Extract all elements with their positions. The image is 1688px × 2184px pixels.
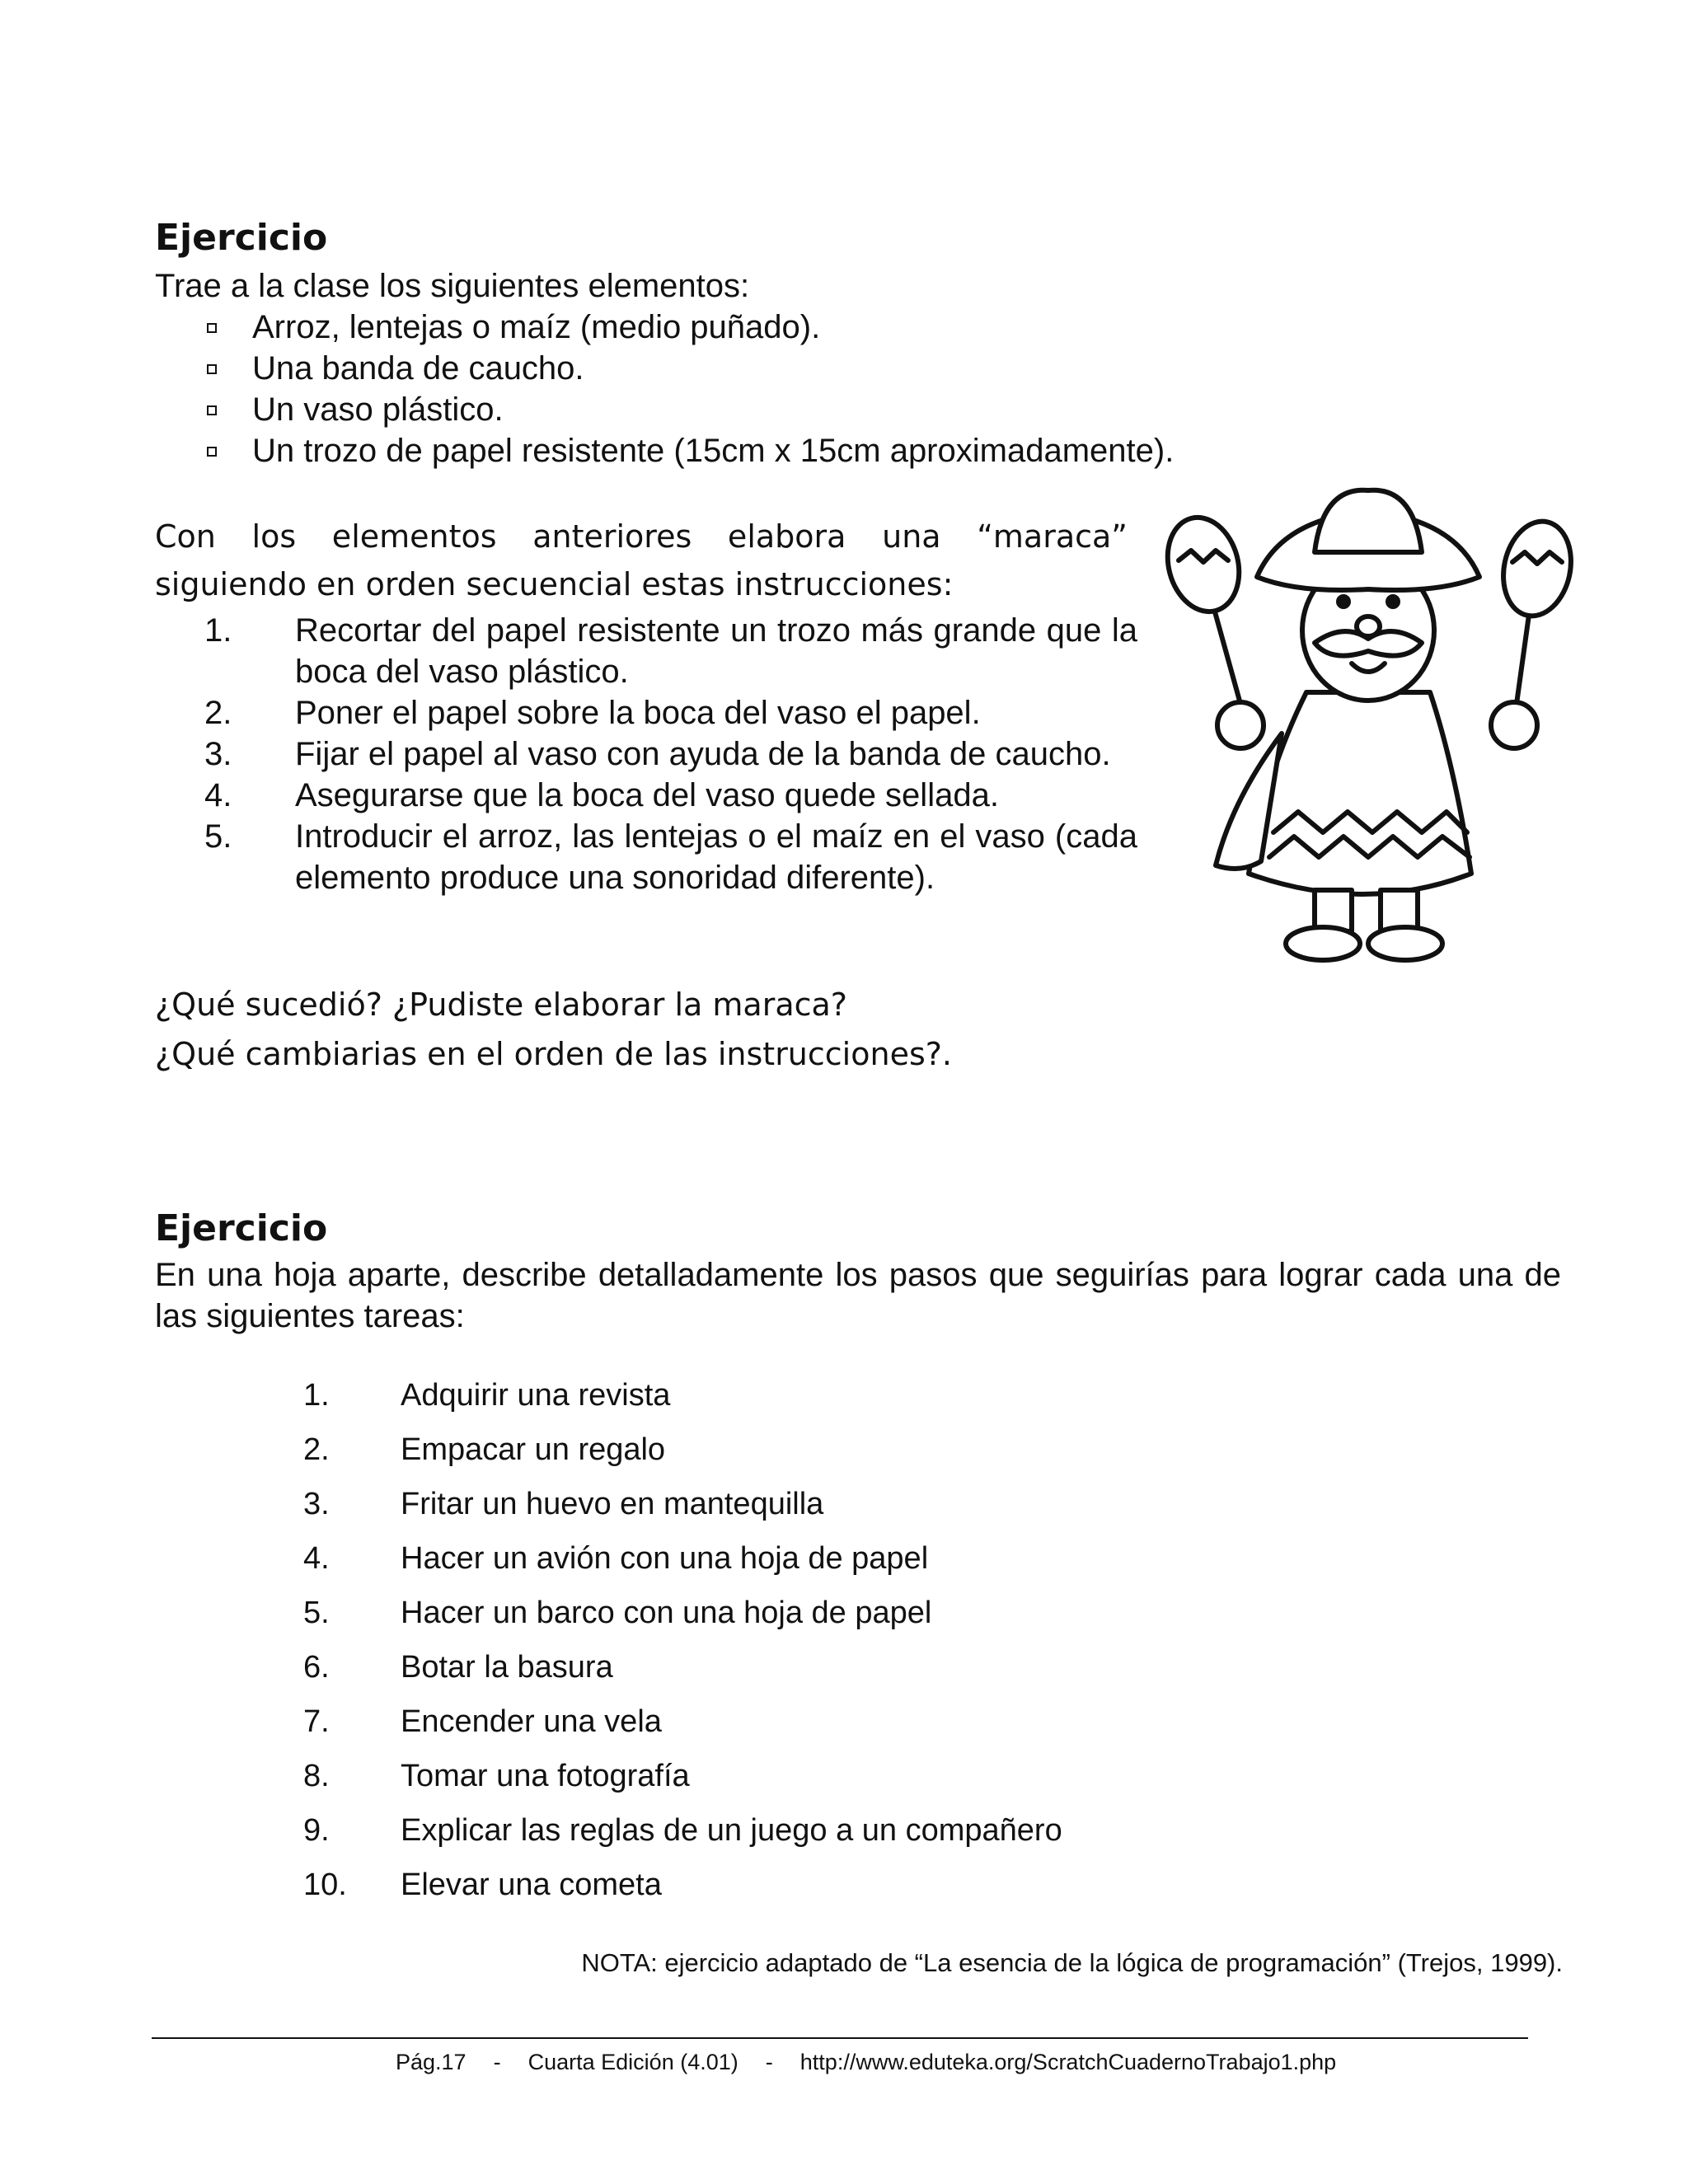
list-item: 6. Botar la basura bbox=[303, 1650, 613, 1685]
list-item: 7. Encender una vela bbox=[303, 1704, 662, 1739]
page-number: Pág.17 bbox=[396, 2050, 467, 2074]
list-item: Un trozo de papel resistente (15cm x 15cm aproximadamente). bbox=[155, 430, 1309, 471]
mariachi-maracas-icon bbox=[1158, 486, 1578, 964]
checkbox-bullet-icon bbox=[207, 323, 217, 333]
edition: Cuarta Edición (4.01) bbox=[528, 2050, 738, 2074]
list-item: 9. Explicar las reglas de un juego a un compañero bbox=[303, 1813, 1062, 1848]
footer-url-link[interactable]: http://www.eduteka.org/ScratchCuadernoTrabajo1.php bbox=[799, 2050, 1337, 2074]
instructions-paragraph-line2: siguiendo en orden secuencial estas instrucciones: bbox=[155, 566, 954, 602]
question-2: ¿Qué cambiarias en el orden de las instrucciones?. bbox=[155, 1036, 952, 1072]
list-item: 2. Poner el papel sobre la boca del vaso el papel. bbox=[204, 695, 981, 731]
list-item: 2. Empacar un regalo bbox=[303, 1432, 666, 1467]
list-item: Un vaso plástico. bbox=[155, 389, 1309, 430]
list-item: 10. Elevar una cometa bbox=[303, 1868, 662, 1902]
instructions-paragraph-line1: Con los elementos anteriores elabora una “maraca” bbox=[155, 518, 1128, 555]
page-footer: Pág.17 - Cuarta Edición (4.01) - http://www.eduteka.org/ScratchCuadernoTrabajo1.php bbox=[396, 2050, 1337, 2074]
list-item: Una banda de caucho. bbox=[155, 348, 1309, 389]
list-item: 5. Hacer un barco con una hoja de papel bbox=[303, 1596, 932, 1630]
footer-divider bbox=[152, 2037, 1528, 2039]
materials-list bbox=[155, 307, 1309, 471]
list-item: 3. Fijar el papel al vaso con ayuda de la banda de caucho. bbox=[204, 736, 1111, 772]
checkbox-bullet-icon bbox=[207, 405, 217, 415]
list-item: 1. Recortar del papel resistente un trozo más grande que la boca del vaso plástico. bbox=[204, 612, 1137, 690]
exercise1-title: Ejercicio bbox=[155, 217, 328, 259]
list-item: 1. Adquirir una revista bbox=[303, 1378, 671, 1413]
tasks-list bbox=[303, 1368, 1457, 1912]
exercise2-intro: En una hoja aparte, describe detalladamente los pasos que seguirías para lograr cada una de las siguientes tareas: bbox=[155, 1257, 1561, 1334]
list-item: 3. Fritar un huevo en mantequilla bbox=[303, 1487, 824, 1521]
maraca-steps-list bbox=[155, 610, 1137, 898]
adaptation-note: NOTA: ejercicio adaptado de “La esencia de la lógica de programación” (Trejos, 1999). bbox=[581, 1948, 1563, 1977]
list-item: 5. Introducir el arroz, las lentejas o el maíz en el vaso (cada elemento produce una sonoridad diferente). bbox=[204, 818, 1137, 896]
checkbox-bullet-icon bbox=[207, 364, 217, 374]
list-item: 4. Asegurarse que la boca del vaso quede sellada. bbox=[204, 777, 999, 813]
exercise2-title: Ejercicio bbox=[155, 1207, 328, 1249]
list-item: Arroz, lentejas o maíz (medio puñado). bbox=[155, 307, 1309, 348]
exercise1-intro: Trae a la clase los siguientes elementos: bbox=[155, 268, 750, 304]
list-item: 4. Hacer un avión con una hoja de papel bbox=[303, 1541, 929, 1576]
list-item: 8. Tomar una fotografía bbox=[303, 1759, 690, 1793]
question-1: ¿Qué sucedió? ¿Pudiste elaborar la maraca? bbox=[155, 987, 847, 1023]
checkbox-bullet-icon bbox=[207, 447, 217, 457]
